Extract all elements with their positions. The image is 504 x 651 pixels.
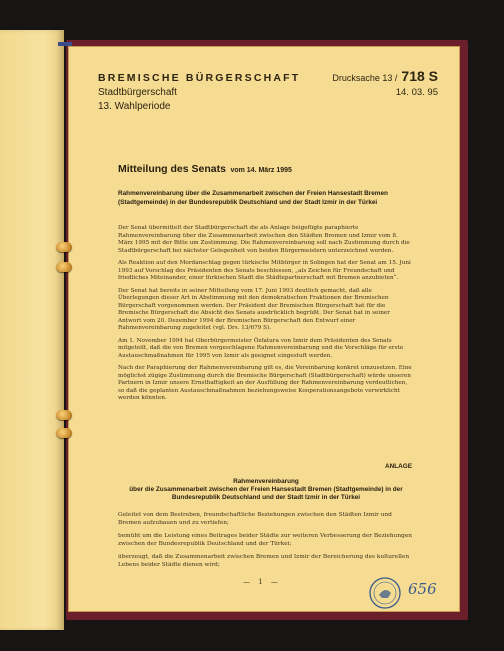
header-left bbox=[98, 72, 300, 112]
archive-stamp-icon bbox=[368, 576, 402, 610]
chamber-name: Stadtbürgerschaft bbox=[98, 87, 177, 98]
rahmen-paragraph: bemüht um die Leistung eines Beitrages beider Städte zur weiteren Verbesserung der Beziehungen zwischen der Bundesrepublik Deutschland und der Türkei; bbox=[118, 533, 413, 547]
parliament-title: BREMISCHE BÜRGERSCHAFT bbox=[98, 72, 301, 84]
binder-ring-icon bbox=[56, 262, 72, 272]
mitteilung-heading bbox=[118, 163, 292, 175]
header-right bbox=[332, 68, 438, 98]
anlage-label: ANLAGE bbox=[385, 463, 412, 470]
drucksache-label: Drucksache 13 / bbox=[332, 73, 398, 83]
rahmen-paragraph: überzeugt, daß die Zusammenarbeit zwischen Bremen und Izmir der Bereicherung des kulturellen Lebens beider Städte dienen wird; bbox=[118, 554, 410, 568]
handwritten-number: 656 bbox=[408, 580, 437, 598]
binder-ring-icon bbox=[56, 242, 72, 252]
rahmen-paragraph: Geleitet von dem Bestreben, freundschaftliche Beziehungen zwischen den Städten Izmir und Bremen aufzubauen und zu vertiefen; bbox=[118, 512, 392, 526]
body-paragraph: Der Senat übermittelt der Stadtbürgerschaft die als Anlage beigefügte paraphierte Rahmenvereinbarung über die Zusammenarbeit zwischen den Städten Bremen und Izmir vom 8. März 1995 mit der Bitte um Zustimmung. Die Rahmenvereinbarung soll nach Zustimmung durch die Stadtbürgerschaft bei nächster Gelegenheit von beiden Bürgermeistern unterzeichnet werden. bbox=[118, 225, 410, 254]
header-date: 14. 03. 95 bbox=[395, 87, 438, 98]
legislative-period: 13. Wahlperiode bbox=[98, 101, 171, 112]
rahmen-subheading: über die Zusammenarbeit zwischen der Freien Hansestadt Bremen (Stadtgemeinde) in der Bundesrepublik Deutschland und der Stadt Izmir in der Türkei bbox=[129, 486, 403, 501]
binder-ring-icon bbox=[56, 428, 72, 438]
mitteilung-date: vom 14. März 1995 bbox=[230, 167, 292, 174]
rahmen-heading-block bbox=[118, 478, 414, 502]
rahmen-body bbox=[118, 511, 414, 574]
binder-tab bbox=[58, 42, 72, 46]
page-number: — 1 — bbox=[243, 578, 281, 586]
document-page bbox=[68, 46, 460, 612]
body-paragraph: Am 1. November 1994 hat Oberbürgermeister Özfatura von Izmir dem Präsidenten des Senats mitgeteilt, daß die von Bremen vorgeschlagene Rahmenvereinbarung und die Vorschläge für erste Austauschmaßnahmen für 1995 von Izmir als geeignet eingestuft werden. bbox=[118, 337, 404, 359]
subject-heading: Rahmenvereinbarung über die Zusammenarbeit zwischen der Freien Hansestadt Bremen (Stadtgemeinde) in der Bundesrepublik Deutschland und der Stadt Izmir in der Türkei bbox=[118, 190, 388, 206]
binder-left-cover bbox=[0, 30, 64, 630]
binder-ring-icon bbox=[56, 410, 72, 420]
body-text bbox=[118, 225, 414, 408]
mitteilung-title: Mitteilung des Senats bbox=[118, 163, 226, 175]
body-paragraph: Der Senat hat bereits in seiner Mitteilung vom 17. Juni 1993 deutlich gemacht, daß alle Überlegungen dieser Art in Abstimmung mit den demokratischen Fraktionen der Bremischen Bürgerschaft vorgenommen werden. Der Präsident der Bremischen Bürgerschaft hat für die Bremische Bürgerschaft die Absicht des Senats ausdrücklich begrüßt. Der Senat hat in seiner Antwort vom 20. Dezember 1994 der Bremischen Bürgerschaft den Entwurf einer Rahmenvereinbarung zugeleitet (vgl. Drs. 13/679 S). bbox=[118, 287, 390, 331]
drucksache bbox=[332, 68, 438, 84]
rahmen-heading: Rahmenvereinbarung bbox=[233, 478, 299, 485]
body-paragraph: Als Reaktion auf den Mordanschlag gegen türkische Mitbürger in Solingen hat der Senat am 15. Juni 1993 auf Vorschlag des Präsidenten des Senats beschlossen, „als Zeichen für Freundschaft und friedliches Miteinander, einer türkischen Stadt die Städtepartnerschaft mit Bremen anzubieten“. bbox=[118, 260, 411, 281]
drucksache-number: 718 S bbox=[401, 68, 438, 84]
body-paragraph: Nach der Paraphierung der Rahmenvereinbarung gilt es, die Vereinbarung konkret umzusetzen. Eine möglichst zügige Zustimmung durch die Bremische Bürgerschaft (Stadtbürgerschaft) würde unseren Partnern in Izmir unsere Ernsthaftigkeit an der Ausfüllung der Rahmenvereinbarung verdeutlichen, so daß die geplanten Austauschmaßnahmen beziehungsweise Kooperationsangebote verwirklicht werden könnten. bbox=[118, 365, 412, 401]
